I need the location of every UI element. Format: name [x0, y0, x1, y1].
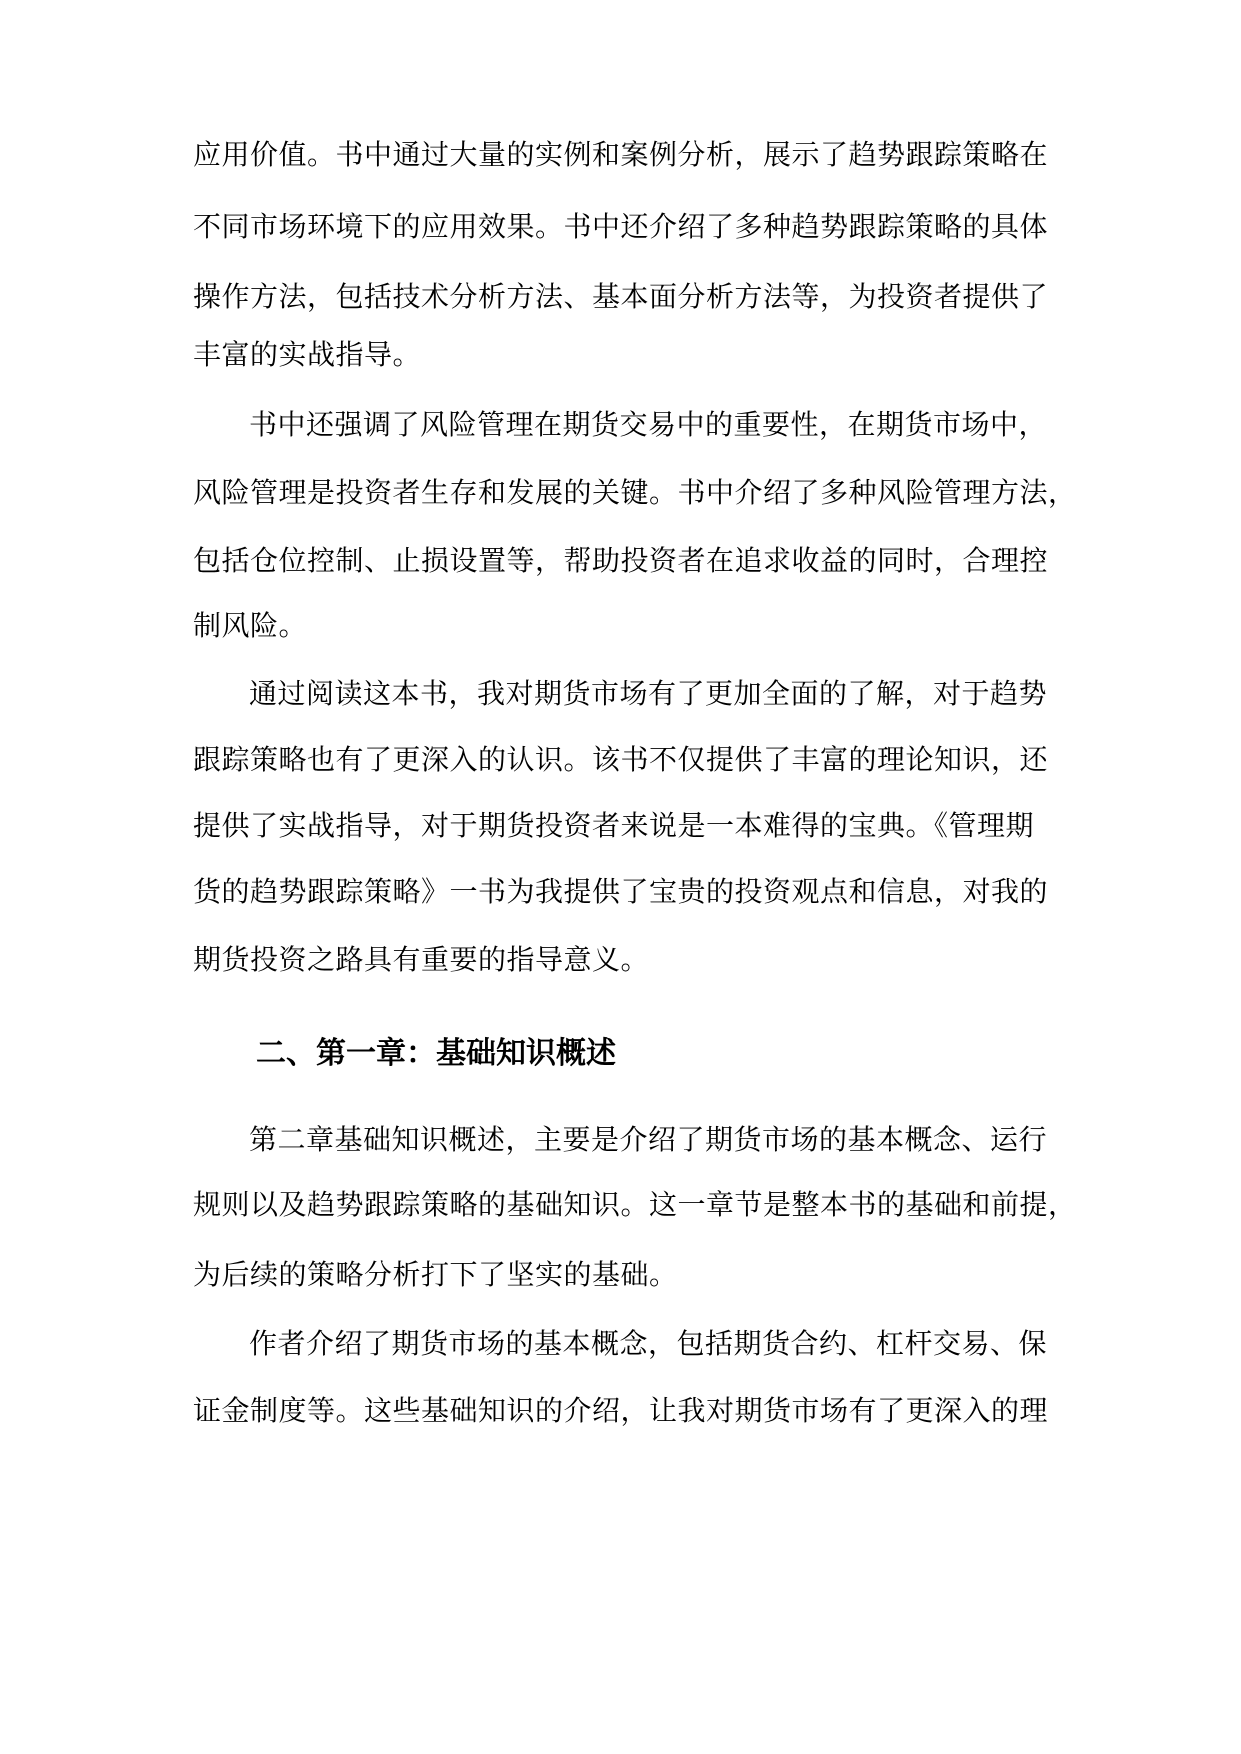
section-paragraph-2-line-2: 证金制度等。这些基础知识的介绍，让我对期货市场有了更深入的理: [193, 1394, 1049, 1427]
section-paragraph-2-line-1: 作者介绍了期货市场的基本概念，包括期货合约、杠杆交易、保: [249, 1327, 1048, 1360]
paragraph-3-line-2: 跟踪策略也有了更深入的认识。该书不仅提供了丰富的理论知识，还: [193, 743, 1049, 776]
paragraph-1-line-1: 应用价值。书中通过大量的实例和案例分析，展示了趋势跟踪策略在: [193, 138, 1049, 171]
section-heading: 二、第一章：基础知识概述: [256, 1036, 616, 1071]
paragraph-3-line-1: 通过阅读这本书，我对期货市场有了更加全面的了解，对于趋势: [249, 677, 1048, 710]
paragraph-3-line-3: 提供了实战指导，对于期货投资者来说是一本难得的宝典。《管理期: [193, 809, 1035, 842]
paragraph-2-line-4: 制风险。: [193, 609, 308, 642]
paragraph-2-line-1: 书中还强调了风险管理在期货交易中的重要性，在期货市场中，: [249, 408, 1048, 441]
paragraph-1-line-3: 操作方法，包括技术分析方法、基本面分析方法等，为投资者提供了: [193, 280, 1049, 313]
paragraph-1-line-4: 丰富的实战指导。: [193, 338, 422, 371]
section-paragraph-1-line-2: 规则以及趋势跟踪策略的基础知识。这一章节是整本书的基础和前提，: [193, 1188, 1077, 1221]
paragraph-3-line-5: 期货投资之路具有重要的指导意义。: [193, 943, 650, 976]
section-paragraph-1-line-1: 第二章基础知识概述，主要是介绍了期货市场的基本概念、运行: [249, 1123, 1048, 1156]
paragraph-2-line-3: 包括仓位控制、止损设置等，帮助投资者在追求收益的同时，合理控: [193, 544, 1049, 577]
paragraph-3-line-4: 货的趋势跟踪策略》一书为我提供了宝贵的投资观点和信息，对我的: [193, 875, 1049, 908]
paragraph-1-line-2: 不同市场环境下的应用效果。书中还介绍了多种趋势跟踪策略的具体: [193, 210, 1049, 243]
section-paragraph-1-line-3: 为后续的策略分析打下了坚实的基础。: [193, 1258, 678, 1291]
paragraph-2-line-2: 风险管理是投资者生存和发展的关键。书中介绍了多种风险管理方法，: [193, 476, 1077, 509]
